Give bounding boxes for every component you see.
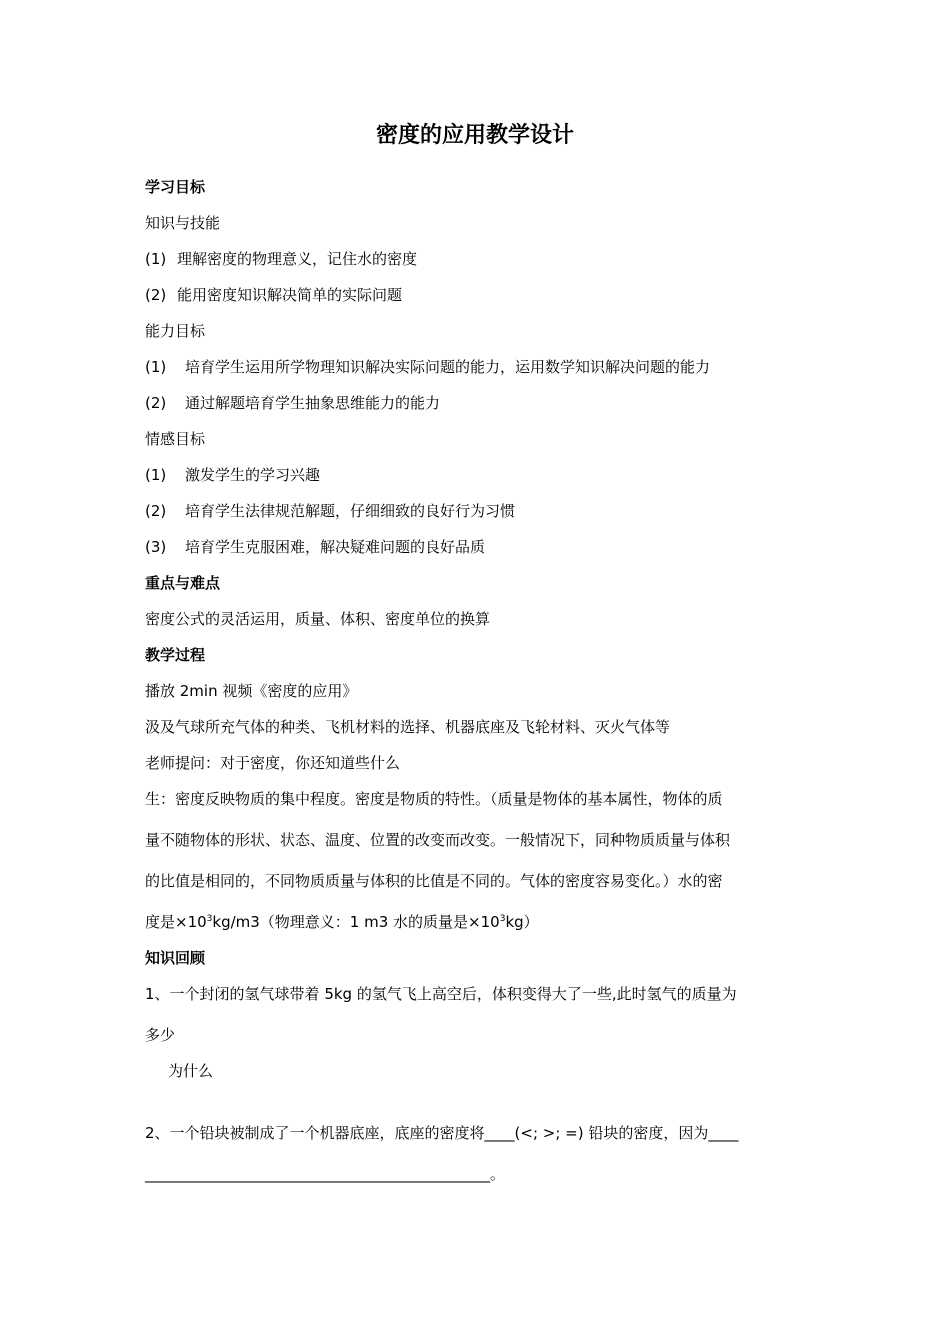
review-question-1-cont: 多少 [145,1026,176,1044]
item-number: (1) [145,358,167,376]
ability-item [145,356,710,378]
item-number: (3) [145,538,167,556]
process-line: 汲及气球所充气体的种类、飞机材料的选择、机器底座及飞轮材料、灭火气体等 [145,718,671,736]
emotion-heading: 情感目标 [145,430,206,448]
process-line: 播放 2min 视频《密度的应用》 [145,682,358,700]
item-text: 培育学生克服困难，解决疑难问题的良好品质 [185,538,486,556]
review-question-2-blank: ______________________________________________。 [145,1165,506,1183]
item-number: (2) [145,394,167,412]
density-text: kg/m3（物理意义：1 m3 水的质量是×10 [212,913,500,931]
ability-heading: 能力目标 [145,322,206,340]
process-line: 生：密度反映物质的集中程度。密度是物质的特性。（质量是物体的基本属性，物体的质 [145,790,723,808]
item-number: (2) [145,502,167,520]
item-text: 理解密度的物理意义，记住水的密度 [177,250,418,268]
ability-item [145,392,440,414]
density-line [145,911,539,933]
item-number: (2) [145,286,167,304]
item-text: 培育学生运用所学物理知识解决实际问题的能力，运用数学知识解决问题的能力 [185,358,711,376]
process-line: 量不随物体的形状、状态、温度、位置的改变而改变。一般情况下，同种物质质量与体积 [145,831,731,849]
key-text: 密度公式的灵活运用，质量、体积、密度单位的换算 [145,610,491,628]
item-text: 激发学生的学习兴趣 [185,466,321,484]
process-line: 老师提问：对于密度，你还知道些什么 [145,754,401,772]
item-text: 培育学生法律规范解题，仔细细致的良好行为习惯 [185,502,516,520]
density-text: kg） [505,913,539,931]
item-number: (1) [145,250,167,268]
review-question-1-why: 为什么 [168,1062,214,1080]
document-title: 密度的应用教学设计 [375,123,574,148]
key-heading: 重点与难点 [145,574,221,592]
item-text: 通过解题培育学生抽象思维能力的能力 [185,394,441,412]
item-number: (1) [145,466,167,484]
knowledge-item [145,248,417,270]
density-text: 度是×10 [145,913,207,931]
process-line: 的比值是相同的，不同物质质量与体积的比值是不同的。气体的密度容易变化。）水的密 [145,872,723,890]
emotion-item [145,464,320,486]
density-exponent: 3 [499,914,506,924]
goals-heading: 学习目标 [145,178,206,196]
review-heading: 知识回顾 [145,949,206,967]
knowledge-item [145,284,402,306]
emotion-item [145,536,485,558]
knowledge-heading: 知识与技能 [145,214,221,232]
review-question-2: 2、一个铅块被制成了一个机器底座，底座的密度将____(<; >; =) 铅块的密度，因为____ [145,1124,739,1142]
item-text: 能用密度知识解决简单的实际问题 [177,286,403,304]
process-heading: 教学过程 [145,646,206,664]
density-exponent: 3 [206,914,213,924]
review-question-1: 1、一个封闭的氢气球带着 5kg 的氢气飞上高空后，体积变得大了一些,此时氢气的质量为 [145,985,737,1003]
emotion-item [145,500,515,522]
